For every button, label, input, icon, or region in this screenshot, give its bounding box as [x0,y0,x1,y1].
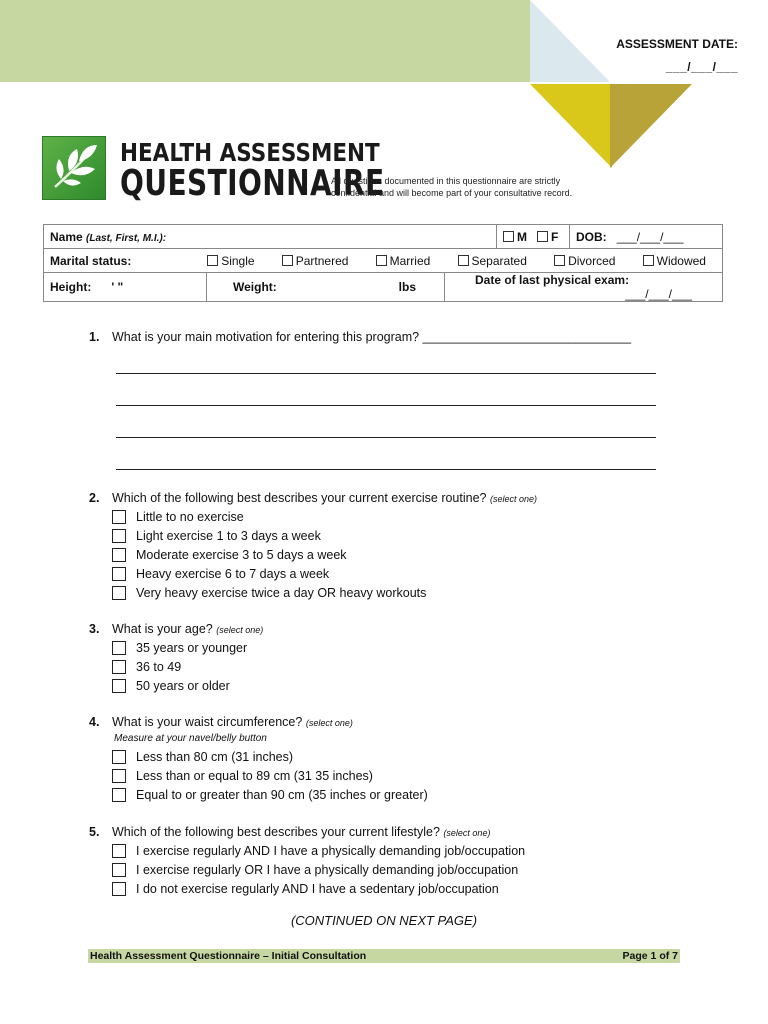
dob-cell[interactable] [570,225,723,249]
checkbox[interactable] [112,510,126,524]
option-label: I exercise regularly AND I have a physically demanding job/occupation [136,843,526,858]
checkbox[interactable] [112,769,126,783]
marital-option-single[interactable] [207,254,254,268]
option-label: Widowed [656,253,706,268]
option-label: Partnered [295,253,349,268]
leaf-icon [42,136,106,200]
list-item[interactable] [112,841,525,860]
option-label: Light exercise 1 to 3 days a week [136,528,321,543]
continued-note: (CONTINUED ON NEXT PAGE) [290,913,478,928]
option-label: Single [221,253,255,268]
name-label: Name [50,229,83,244]
answer-line[interactable] [116,437,656,438]
list-item[interactable] [112,638,247,657]
question-1 [89,330,631,344]
option-label: Equal to or greater than 90 cm (35 inches or greater) [136,787,428,802]
assessment-date-label: ASSESSMENT DATE: [616,37,738,51]
footer-title: Health Assessment Questionnaire – Initial Consultation [90,950,367,962]
patient-info-table [43,224,723,302]
option-label: Married [389,253,431,268]
option-label: Less than 80 cm (31 inches) [136,749,294,764]
question-2 [89,491,537,505]
option-label: Divorced [568,253,616,268]
height-label: Height: [50,280,92,294]
checkbox[interactable] [112,750,126,764]
header-band [0,0,530,82]
checkbox[interactable] [112,660,126,674]
checkbox[interactable] [282,255,293,266]
last-exam-label: Date of last physical exam: [475,273,630,287]
list-item[interactable] [112,766,428,785]
option-label: Very heavy exercise twice a day OR heavy workouts [136,585,427,600]
question-4-options [112,747,428,804]
question-3-options [112,638,247,695]
question-number: 4. [89,715,100,729]
confidential-note: All questions documented in this questionnaire are strictly confidential and will become part of your consultative record. [331,176,573,198]
question-text: What is your main motivation for entering this program? ______________________________ [112,330,632,344]
checkbox[interactable] [458,255,469,266]
option-label: Heavy exercise 6 to 7 days a week [136,566,330,581]
checkbox[interactable] [112,844,126,858]
list-item[interactable] [112,564,426,583]
checkbox[interactable] [554,255,565,266]
title-line-1: HEALTH ASSESSMENT [120,138,380,167]
select-hint: (select one) [489,494,538,504]
question-number: 1. [89,330,100,344]
marital-option-divorced[interactable] [554,254,615,268]
question-number: 5. [89,825,100,839]
option-label: Less than or equal to 89 cm (31 35 inches) [136,768,373,783]
list-item[interactable] [112,507,426,526]
question-text: Which of the following best describes your current exercise routine? [112,491,487,505]
last-exam-field[interactable]: ___/___/___ [625,287,692,301]
checkbox[interactable] [112,548,126,562]
list-item[interactable] [112,747,428,766]
height-marks: ' " [111,280,124,294]
question-text: What is your waist circumference? [112,715,303,729]
sex-m-checkbox[interactable] [503,231,514,242]
option-label: 36 to 49 [136,659,182,674]
weight-label: Weight: [233,280,277,294]
marital-option-separated[interactable] [458,254,527,268]
checkbox[interactable] [643,255,654,266]
option-label: Moderate exercise 3 to 5 days a week [136,547,347,562]
dob-label: DOB: [576,229,607,244]
list-item[interactable] [112,526,426,545]
option-label: I do not exercise regularly AND I have a sedentary job/occupation [136,881,499,896]
name-cell[interactable] [44,225,497,249]
measurements-cell [44,273,723,302]
sex-f-checkbox[interactable] [537,231,548,242]
list-item[interactable] [112,860,525,879]
answer-line[interactable] [116,373,656,374]
option-label: 35 years or younger [136,640,248,655]
footer-bar [88,949,680,963]
sex-cell [497,225,570,249]
question-number: 3. [89,622,100,636]
list-item[interactable] [112,657,247,676]
marital-label: Marital status: [50,253,132,268]
measure-note: Measure at your navel/belly button [114,733,267,744]
list-item[interactable] [112,583,426,602]
checkbox[interactable] [112,863,126,877]
question-number: 2. [89,491,100,505]
checkbox[interactable] [112,529,126,543]
page-number: Page 1 of 7 [622,950,678,962]
assessment-date-field[interactable]: ___/___/___ [665,60,738,74]
checkbox[interactable] [112,567,126,581]
list-item[interactable] [112,785,428,804]
question-4 [89,715,353,729]
select-hint: (select one) [305,718,353,728]
weight-cell[interactable] [207,273,445,301]
checkbox[interactable] [112,641,126,655]
weight-unit: lbs [398,280,416,294]
decor-triangle-lightblue [530,0,610,82]
sex-m-label: M [517,229,527,244]
checkbox[interactable] [376,255,387,266]
checkbox[interactable] [112,788,126,802]
answer-line[interactable] [116,469,656,470]
list-item[interactable] [112,545,426,564]
question-text: What is your age? [112,622,213,636]
select-hint: (select one) [443,828,491,838]
question-text: Which of the following best describes your current lifestyle? [112,825,440,839]
list-item[interactable] [112,879,525,898]
option-label: 50 years or older [136,678,230,693]
option-label: Little to no exercise [136,509,244,524]
question-2-options [112,507,426,602]
name-hint: (Last, First, M.I.): [86,232,167,244]
dob-field[interactable]: ___/___/___ [616,229,684,244]
sex-f-label: F [551,229,559,244]
list-item[interactable] [112,676,247,695]
checkbox[interactable] [207,255,218,266]
marital-option-partnered[interactable] [282,254,349,268]
checkbox[interactable] [112,586,126,600]
option-label: Separated [471,253,527,268]
marital-option-widowed[interactable] [643,254,706,268]
height-cell[interactable] [44,273,207,301]
decor-triangle-olive [610,84,692,168]
select-hint: (select one) [216,625,264,635]
question-5-options [112,841,525,898]
option-label: I exercise regularly OR I have a physically demanding job/occupation [136,862,519,877]
checkbox[interactable] [112,679,126,693]
decor-triangle-yellow [530,84,612,168]
marital-option-married[interactable] [376,254,431,268]
checkbox[interactable] [112,882,126,896]
last-exam-cell[interactable] [445,273,723,301]
title-line-2: QUESTIONNAIRE [120,163,385,204]
question-3 [89,622,263,636]
marital-cell [44,249,723,273]
question-5 [89,825,490,839]
answer-line[interactable] [116,405,656,406]
